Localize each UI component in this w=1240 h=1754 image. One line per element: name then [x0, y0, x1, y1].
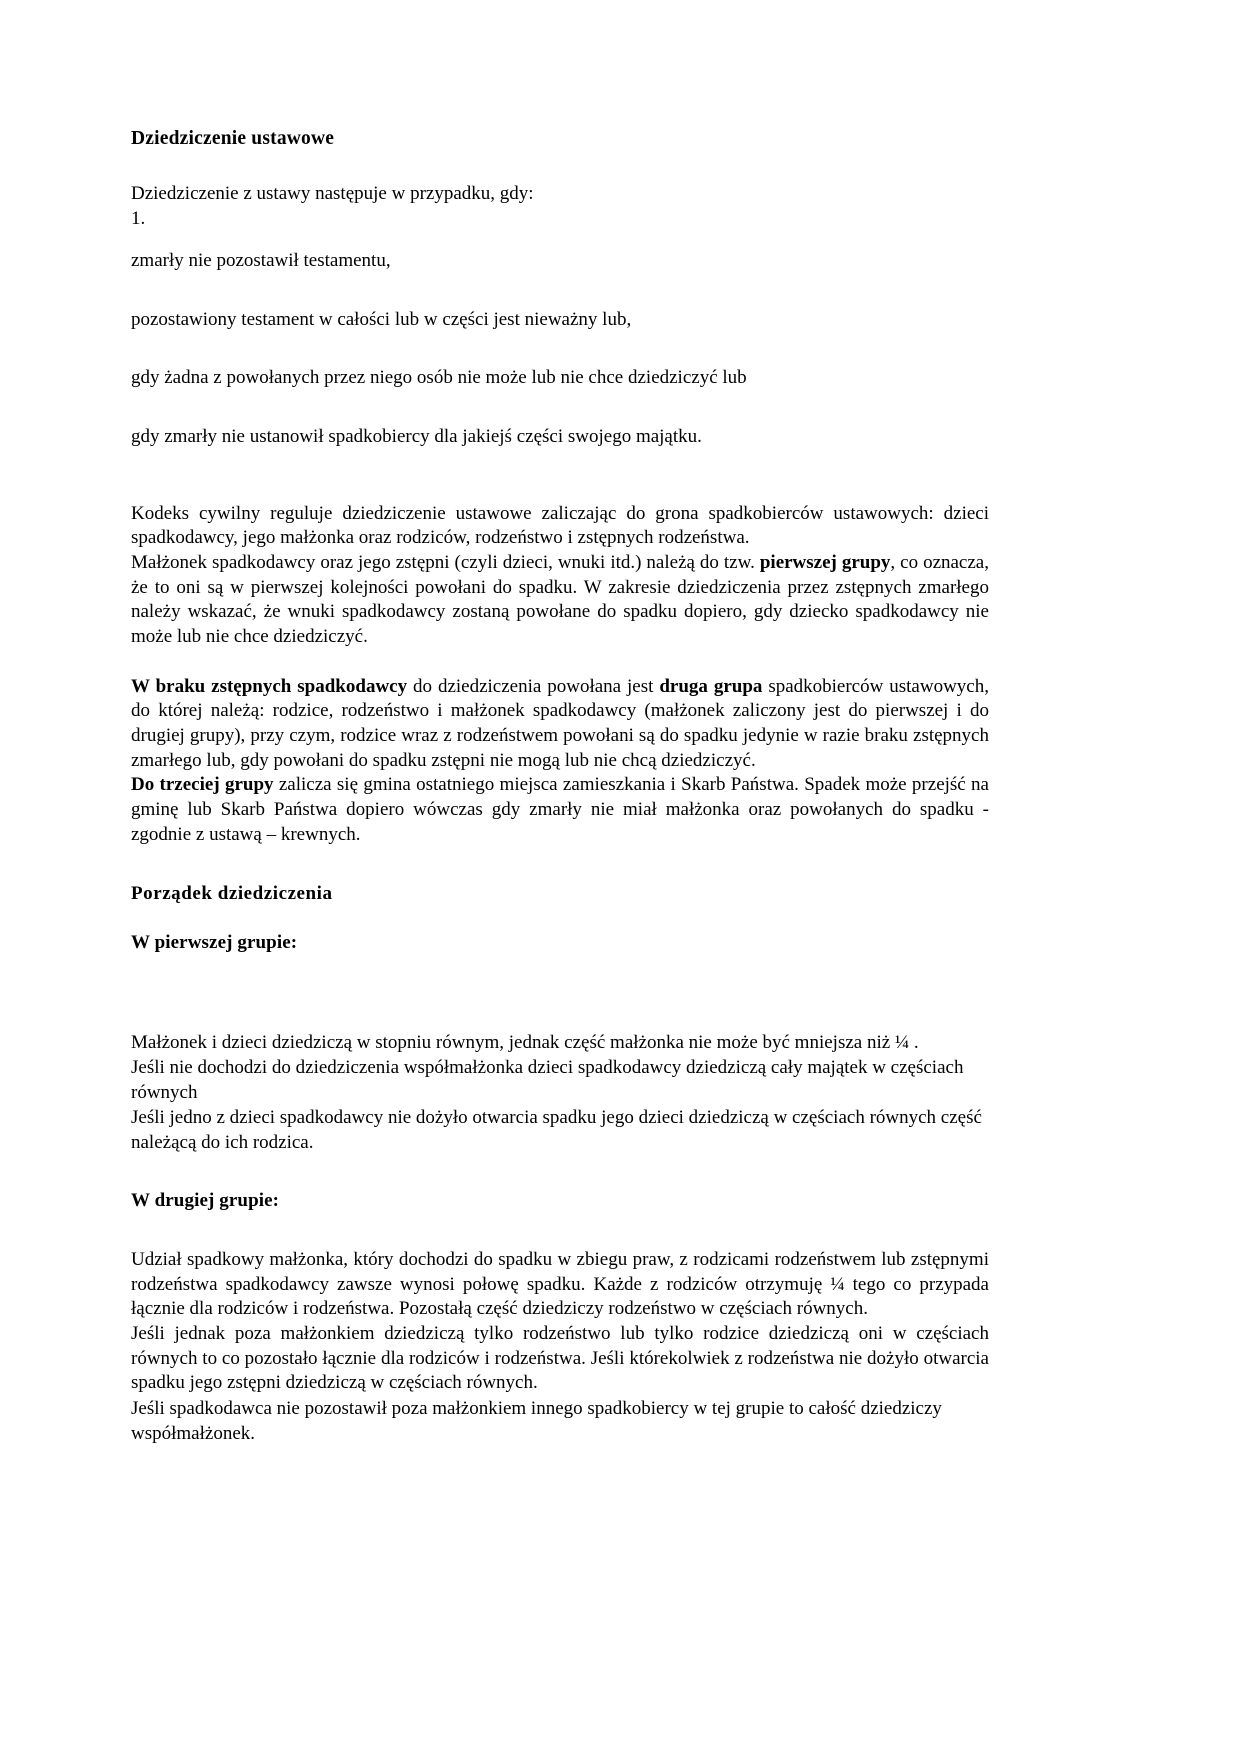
- pierwsza-grupa-paragraph: Jeśli jedno z dzieci spadkodawcy nie dożyło otwarcia spadku jego dzieci dziedziczą w częściach równych część należącą do ich rodzica.: [131, 1107, 982, 1154]
- druga-grupa-paragraph: Jeśli jednak poza małżonkiem dziedziczą tylko rodzeństwo lub tylko rodzice dziedziczą oni w częściach równych to co pozostało łącznie dla rodziców i rodzeństwa. Jeśli którekolwiek z rodzeństwa nie dożyło otwarcia spadku jego zstępni dziedziczą w częściach równych.: [131, 1323, 989, 1394]
- paragraph-malzonek-part2: , co oznacza, że to oni są w pierwszej kolejności powołani do spadku. W zakresie dziedziczenia przez zstępnych zmarłego należy wskazać, że wnuki spadkodawcy zostaną powołane do spadku dopiero, gdy dziecko spadkodawcy nie może lub nie chce dziedziczyć.: [131, 551, 989, 647]
- paragraph-malzonek: [131, 551, 989, 650]
- paragraph-druga-grupa-bold1: W braku zstępnych spadkodawcy: [131, 675, 408, 697]
- paragraph-trzecia-grupa-part1: zalicza się gmina ostatniego miejsca zamieszkania i Skarb Państwa. Spadek może przejść na gminę lub Skarb Państwa dopiero wówczas gdy zmarły nie miał małżonka oraz powołanych do spadku - zgodnie z ustawą – krewnych.: [131, 774, 989, 845]
- list-number: 1.: [131, 208, 146, 230]
- heading-porzadek-dziedziczenia: Porządek dziedziczenia: [131, 882, 333, 904]
- condition-item: gdy zmarły nie ustanowił spadkobiercy dla jakiejś części swojego majątku.: [131, 425, 702, 447]
- paragraph-trzecia-grupa-bold1: Do trzeciej grupy: [131, 774, 274, 796]
- page-title: Dziedziczenie ustawowe: [131, 128, 335, 149]
- paragraph-kodeks: Kodeks cywilny reguluje dziedziczenie ustawowe zaliczając do grona spadkobierców ustawowych: dzieci spadkodawcy, jego małżonka oraz rodziców, rodzeństwo i zstępnych rodzeństwa.: [131, 502, 989, 549]
- paragraph-druga-grupa: [131, 675, 989, 774]
- paragraph-druga-grupa-part1: do dziedziczenia powołana jest: [407, 675, 660, 697]
- heading-pierwsza-grupa: W pierwszej grupie:: [131, 932, 298, 954]
- intro-line: Dziedziczenie z ustawy następuje w przypadku, gdy:: [131, 183, 534, 205]
- condition-item: pozostawiony testament w całości lub w części jest nieważny lub,: [131, 308, 632, 330]
- paragraph-malzonek-part1: Małżonek spadkodawcy oraz jego zstępni (czyli dzieci, wnuki itd.) należą do tzw.: [131, 551, 760, 573]
- condition-item: gdy żadna z powołanych przez niego osób nie może lub nie chce dziedziczyć lub: [131, 367, 747, 389]
- paragraph-druga-grupa-bold2: druga grupa: [659, 675, 763, 697]
- paragraph-druga-grupa-part2: spadkobierców ustawowych, do której należą: rodzice, rodzeństwo i małżonek spadkodawcy (małżonek zaliczony jest do pierwszej i do drugiej grupy), przy czym, rodzice wraz z rodzeństwem powołani są do spadku jedynie w razie braku zstępnych zmarłego lub, gdy powołani do spadku zstępni nie mogą lub nie chcą dziedziczyć.: [131, 675, 989, 771]
- heading-druga-grupa: W drugiej grupie:: [131, 1190, 280, 1212]
- druga-grupa-paragraph: Jeśli spadkodawca nie pozostawił poza małżonkiem innego spadkobiercy w tej grupie to całość dziedziczy współmałżonek.: [131, 1398, 942, 1445]
- condition-item: zmarły nie pozostawił testamentu,: [131, 249, 391, 271]
- document-content: [131, 128, 989, 1446]
- paragraph-malzonek-bold1: pierwszej grupy: [759, 551, 891, 573]
- pierwsza-grupa-paragraph: Jeśli nie dochodzi do dziedziczenia współmałżonka dzieci spadkodawcy dziedziczą cały majątek w częściach równych: [131, 1056, 964, 1104]
- paragraph-trzecia-grupa: [131, 773, 989, 847]
- pierwsza-grupa-paragraph: Małżonek i dzieci dziedziczą w stopniu równym, jednak część małżonka nie może być mniejsza niż ¼ .: [131, 1031, 919, 1053]
- druga-grupa-paragraph: Udział spadkowy małżonka, który dochodzi do spadku w zbiegu praw, z rodzicami rodzeństwem lub zstępnymi rodzeństwa spadkodawcy zawsze wynosi połowę spadku. Każde z rodziców otrzymuję ¼ tego co przypada łącznie dla rodziców i rodzeństwa. Pozostałą część dziedziczy rodzeństwo w częściach równych.: [131, 1248, 989, 1320]
